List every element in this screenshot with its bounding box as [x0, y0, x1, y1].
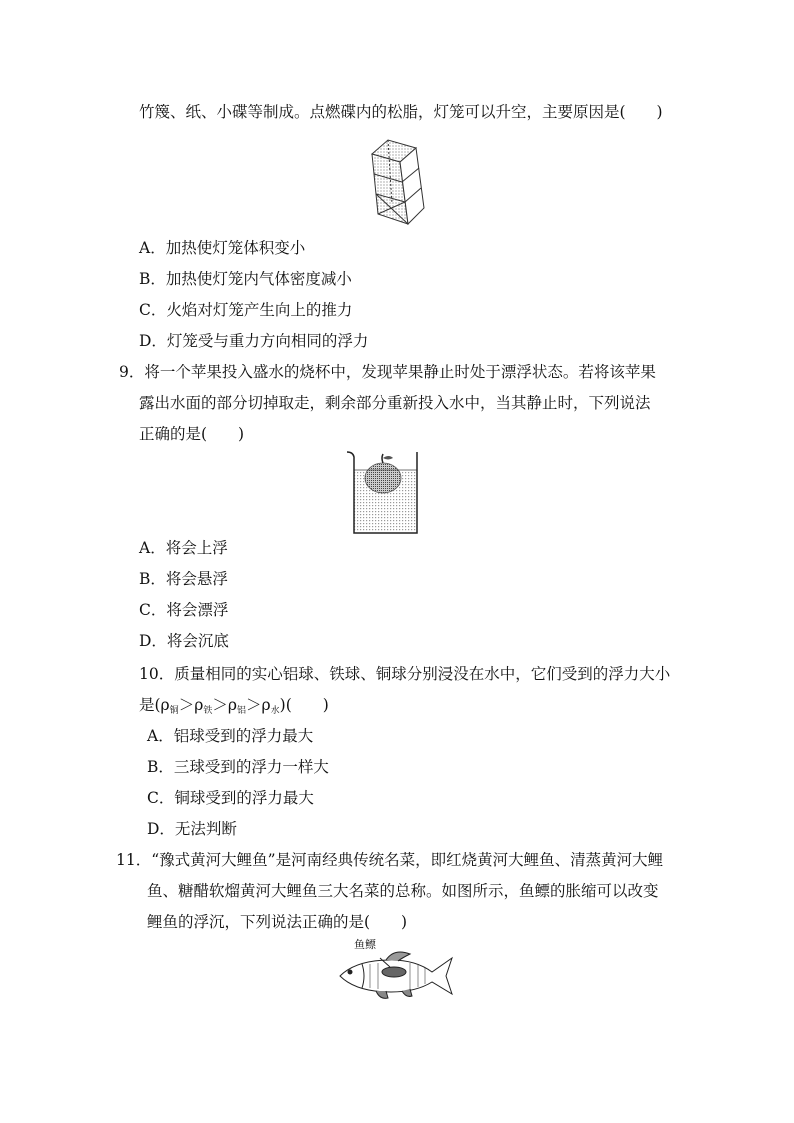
q10-stem-line1: 10．质量相同的实心铝球、铁球、铜球分别浸没在水中，它们受到的浮力大小 [139, 665, 671, 683]
q8-stem: 竹篾、纸、小碟等制成。点燃碟内的松脂，灯笼可以升空，主要原因是( ) [139, 103, 663, 121]
beaker-apple-figure [345, 448, 423, 536]
q11-stem-line2: 鱼、糖醋软熘黄河大鲤鱼三大名菜的总称。如图所示，鱼鳔的胀缩可以改变 [147, 882, 659, 900]
rho-symbol: ρ [227, 696, 237, 714]
q9-option-d: D．将会沉底 [139, 632, 229, 650]
q10-stem-prefix: 是(ρ [139, 696, 170, 714]
lantern-figure [368, 136, 428, 228]
gt-sign: ＞ [212, 696, 228, 714]
q10-option-a: A．铝球受到的浮力最大 [147, 727, 314, 745]
carp-figure [336, 950, 456, 1002]
density-copper-sub: 铜 [169, 706, 179, 716]
q8-option-b: B．加热使灯笼内气体密度减小 [139, 270, 352, 288]
density-aluminum-sub: 铝 [236, 706, 246, 716]
q9-option-c: C．将会漂浮 [139, 601, 229, 619]
rho-symbol: ρ [261, 696, 271, 714]
q9-option-a: A．将会上浮 [139, 539, 228, 557]
fish-bladder-label: 鱼鳔 [354, 938, 376, 951]
q10-stem-line2 [139, 695, 329, 721]
q9-option-b: B．将会悬浮 [139, 570, 228, 588]
q8-option-c: C．火焰对灯笼产生向上的推力 [139, 301, 353, 319]
q9-stem-line2: 露出水面的部分切掉取走，剩余部分重新投入水中，当其静止时，下列说法 [139, 394, 651, 412]
q10-option-d: D．无法判断 [147, 820, 237, 838]
q8-option-d: D．灯笼受与重力方向相同的浮力 [139, 332, 369, 350]
density-iron-sub: 铁 [203, 706, 213, 716]
q11-stem-line1: 11．“豫式黄河大鲤鱼”是河南经典传统名菜，即红烧黄河大鲤鱼、清蒸黄河大鲤 [116, 851, 664, 869]
rho-symbol: ρ [194, 696, 204, 714]
q10-stem-suffix: )( ) [279, 696, 329, 714]
q9-stem-line3: 正确的是( ) [139, 425, 245, 443]
gt-sign: ＞ [246, 696, 262, 714]
q11-stem-line3: 鲤鱼的浮沉，下列说法正确的是( ) [147, 913, 408, 931]
q9-stem-line1: 9．将一个苹果投入盛水的烧杯中，发现苹果静止时处于漂浮状态。若将该苹果 [119, 363, 656, 381]
q8-option-a: A．加热使灯笼体积变小 [139, 239, 306, 257]
q10-option-c: C．铜球受到的浮力最大 [147, 789, 314, 807]
q10-option-b: B．三球受到的浮力一样大 [147, 758, 329, 776]
gt-sign: ＞ [178, 696, 195, 714]
density-water-sub: 水 [270, 706, 280, 716]
